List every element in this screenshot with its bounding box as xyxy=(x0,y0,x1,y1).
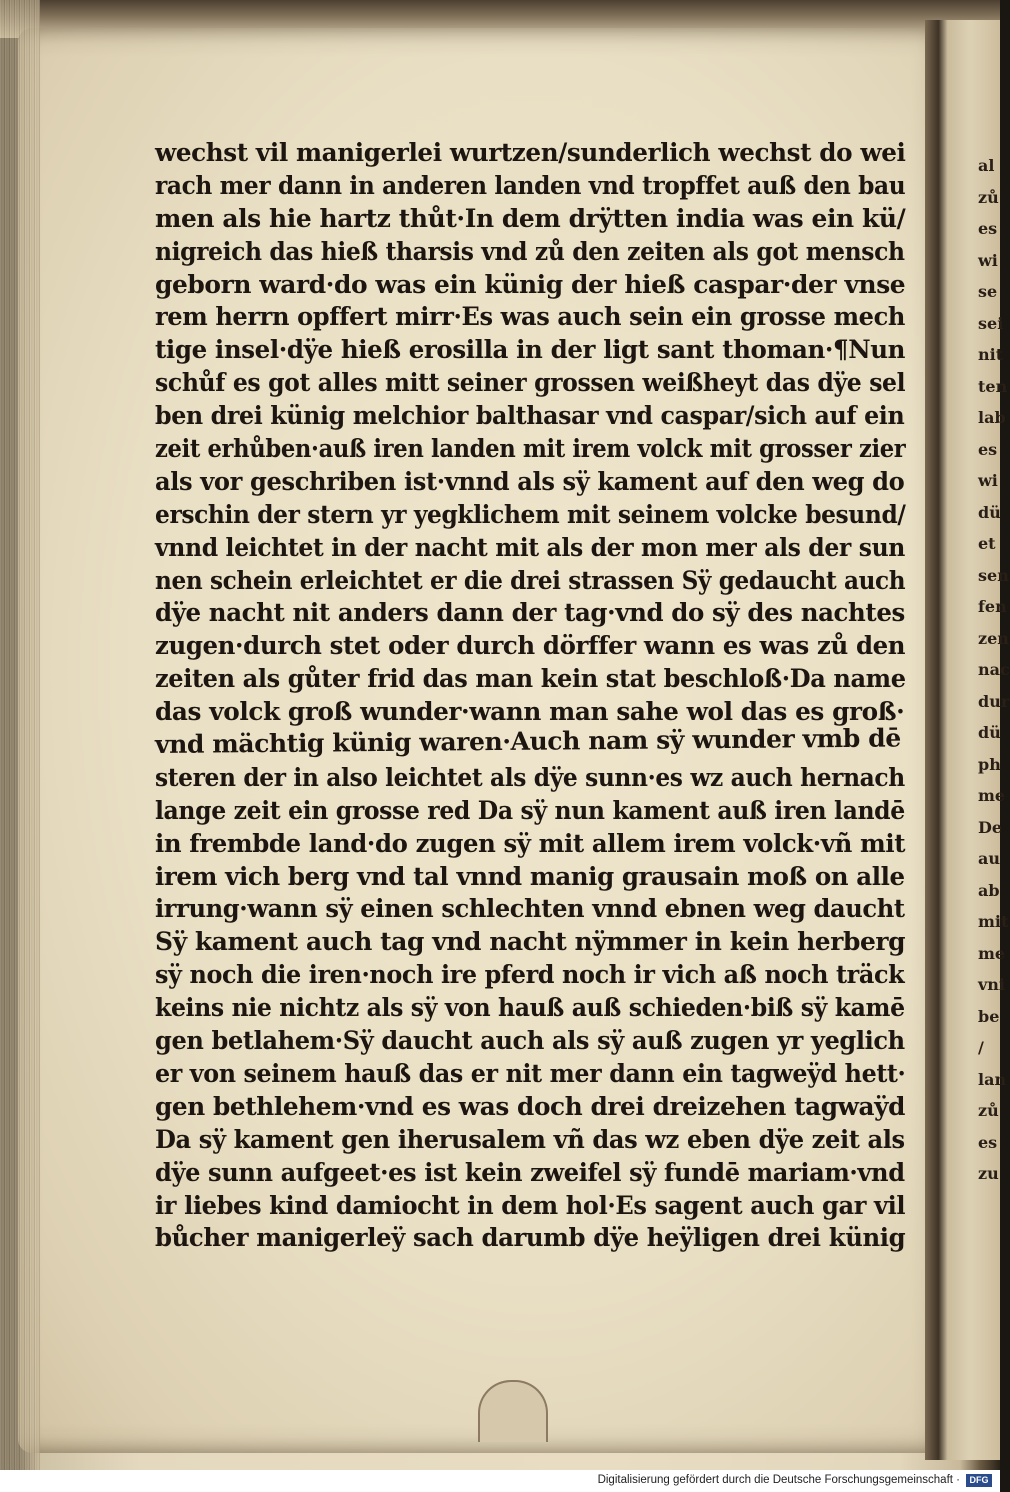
adjacent-page-text: al zů es wi se sei nit ten lab es wi dü et sen fen zen nac dur dü ph me De au ab mit me vni be / lan zů es zu xyxy=(978,156,1010,1183)
text-line: vnd mächtig künig waren·Auch nam sÿ wunder vmb dē xyxy=(154,723,901,760)
text-line: sÿ noch die iren·noch ire pferd noch ir vich aß noch träck xyxy=(155,960,905,990)
dfg-logo: DFG xyxy=(966,1474,992,1487)
text-line: bůcher manigerleÿ sach darumb dÿe heÿligen drei künig xyxy=(155,1223,906,1253)
text-line: als vor geschriben ist·vnnd als sÿ kament auf den weg do xyxy=(155,466,905,496)
text-line: das volck groß wunder·wann man sahe wol das es groß· xyxy=(155,697,905,727)
text-line: schůf es got alles mitt seiner grossen weißheyt das dÿe sel xyxy=(155,368,906,398)
text-line: ir liebes kind damiocht in dem hol·Es sagent auch gar vil xyxy=(155,1190,906,1220)
text-line: in frembde land·do zugen sÿ mit allem irem volck·vñ mit xyxy=(155,828,906,858)
text-line: tige insel·dÿe hieß erosilla in der ligt sant thoman·¶Nun xyxy=(155,335,906,365)
page-edges xyxy=(0,0,40,1470)
text-line: er von seinem hauß das er nit mer dann ein tagweÿd hett· xyxy=(155,1058,906,1088)
text-line: Da sÿ kament gen iherusalem vñ das wz eben dÿe zeit als xyxy=(155,1124,905,1154)
text-line: lange zeit ein grosse red Da sÿ nun kament auß iren landē xyxy=(155,795,905,825)
text-line: dÿe sunn aufgeet·es ist kein zweifel sÿ fundē mariam·vnd xyxy=(155,1157,905,1187)
text-line: gen betlahem·Sÿ daucht auch als sÿ auß zugen yr yeglich xyxy=(155,1026,905,1056)
text-line: keins nie nichtz als sÿ von hauß auß schieden·biß sÿ kamē xyxy=(155,993,905,1023)
text-line: rem herrn opffert mirr·Es was auch sein ein grosse mech xyxy=(155,302,906,332)
text-line: steren der in also leichtet als dÿe sunn·es wz auch hernach xyxy=(155,762,905,792)
text-line: ben drei künig melchior balthasar vnd caspar/sich auf ein xyxy=(155,401,905,431)
text-line: geborn ward·do was ein künig der hieß caspar·der vnse xyxy=(155,269,906,299)
text-line: wechst vil manigerlei wurtzen/sunderlich wechst do wei xyxy=(155,138,906,167)
footer-bar xyxy=(0,1470,1000,1492)
text-line: nen schein erleichtet er die drei strassen Sÿ gedaucht auch xyxy=(155,565,906,595)
text-line: rach mer dann in anderen landen vnd tropffet auß den bau xyxy=(155,170,906,200)
text-line: irrung·wann sÿ einen schlechten vnnd ebnen weg daucht xyxy=(155,894,905,924)
text-line: nigreich das hieß tharsis vnd zů den zeiten als got mensch xyxy=(155,236,905,266)
text-line: zeit erhůben·auß iren landen mit irem volck mit grosser zier xyxy=(155,434,906,464)
blackletter-text-block xyxy=(155,137,905,1277)
funding-credit: Digitalisierung gefördert durch die Deutsche Forschungsgemeinschaft · xyxy=(597,1474,960,1486)
text-line: zeiten als gůter frid das man kein stat beschloß·Da name xyxy=(155,664,906,694)
text-line: Sÿ kament auch tag vnd nacht nÿmmer in kein herberg xyxy=(155,927,906,957)
text-line: vnnd leichtet in der nacht mit als der mon mer als der sun xyxy=(155,532,906,562)
thumb-index-notch xyxy=(478,1380,548,1442)
text-line: dÿe nacht nit anders dann der tag·vnd do sÿ des nachtes xyxy=(155,598,905,628)
text-line: irem vich berg vnd tal vnnd manig grausain moß on alle xyxy=(155,861,905,891)
text-line: men als hie hartz thůt·In dem drÿtten india was ein kü/ xyxy=(155,203,906,233)
text-line: zugen·durch stet oder durch dörffer wann es was zů den xyxy=(155,631,906,661)
text-line: gen bethlehem·vnd es was doch drei dreizehen tagwaÿd xyxy=(155,1091,906,1121)
text-line: erschin der stern yr yegklichem mit seinem volcke besund/ xyxy=(155,499,906,529)
